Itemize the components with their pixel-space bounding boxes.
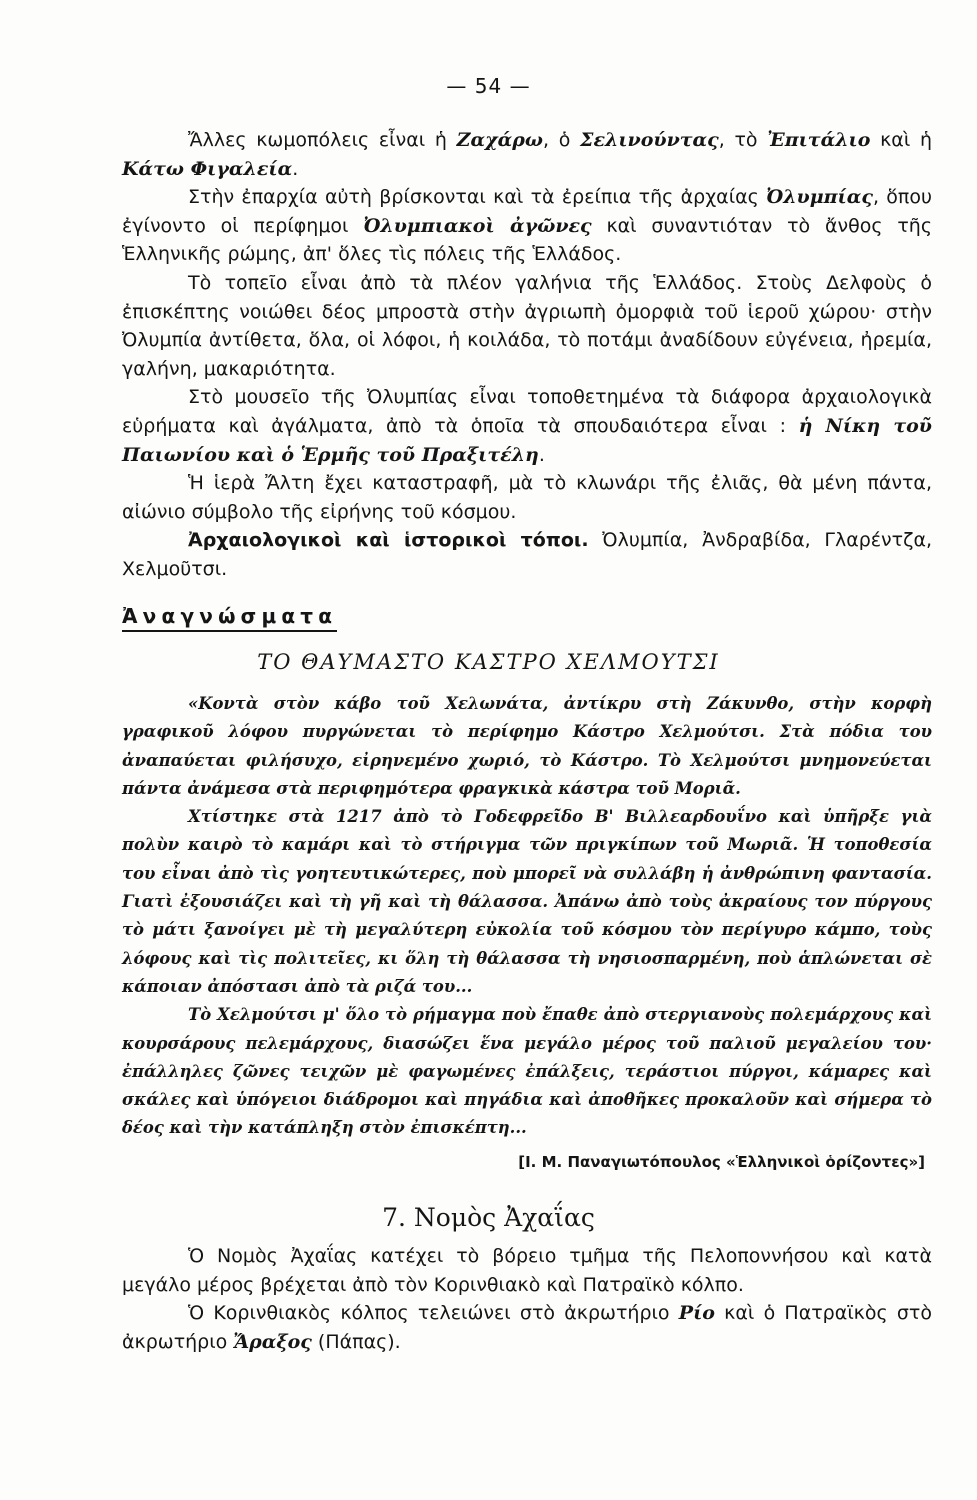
- paragraph-landscape: Τὸ τοπεῖο εἶναι ἀπὸ τὰ πλέον γαλήνια τῆς Ἑλλάδος. Στοὺς Δελφοὺς ὁ ἐπισκέπτης νοιώθει δέος μπροστὰ στὴν ἀγριωπὴ ὀμορφιὰ τοῦ ἱεροῦ χώρου· στὴν Ὀλυμπία ἀντίθετα, ὅλα, οἱ λόφοι, ἡ κοιλάδα, τὸ ποτάμι ἀναδίδουν εὐγένεια, ἠρεμία, γαλήνη, μακαριότητα.: [122, 271, 932, 380]
- intro-section: [122, 126, 932, 584]
- reading-passage: [122, 690, 932, 1143]
- text-span: , ὁ: [542, 129, 581, 151]
- reading-citation: [Ι. Μ. Παναγιωτόπουλος «Ἑλληνικοὶ ὁρίζοντες»]: [518, 1153, 925, 1171]
- page-number: — 54 —: [446, 74, 531, 98]
- achaia-section: [122, 1242, 932, 1356]
- text-span: καὶ ὁ Πατραϊκὸς στὸ ἀκρωτήριο: [122, 1302, 932, 1353]
- paragraph-olympia: [122, 183, 932, 269]
- text-span: Στὴν ἐπαρχία αὐτὴ βρίσκονται καὶ τὰ ἐρείπια τῆς ἀρχαίας: [188, 186, 767, 209]
- text-span: .: [538, 443, 545, 466]
- place-rio: Ρίο: [678, 1302, 715, 1325]
- section-heading-readings: Ἀναγνώσματα: [122, 604, 337, 632]
- section-heading-achaia: 7. Νομὸς Ἀχαΐας: [382, 1203, 595, 1232]
- paragraph-historic-sites: [122, 526, 932, 583]
- place-olympia: Ὀλυμπίας: [766, 186, 873, 209]
- text-span: καὶ συναντιόταν τὸ ἄνθος τῆς Ἑλληνικῆς ρώμης, ἀπ' ὅλες τὶς πόλεις τῆς Ἑλλάδος.: [122, 214, 932, 266]
- text-span: καὶ ἡ: [870, 129, 933, 151]
- passage-paragraph-1: «Κοντὰ στὸν κάβο τοῦ Χελωνάτα, ἀντίκρυ στὴ Ζάκυνθο, στὴν κορφὴ γραφικοῦ λόφου πυργώνεται τὸ περίφημο Κάστρο Χελμούτσι. Στὰ πόδια του ἀναπαύεται φιλήσυχο, εἰρηνεμένο χωριό, τὸ Κάστρο. Τὸ Χελμούτσι μνημονεύεται πάντα ἀνάμεσα στὰ περιφημότερα φραγκικὰ κάστρα τοῦ Μοριᾶ.: [122, 694, 932, 798]
- place-kato-figaleia: Κάτω Φιγαλεία: [122, 157, 293, 180]
- text-span: Στὸ μουσεῖο τῆς Ὀλυμπίας εἶναι τοποθετημένα τὰ διάφορα ἀρχαιολογικὰ εὑρήματα καὶ ἀγάλματα, ἀπὸ τὰ ὁποῖα τὰ σπουδαιότερα εἶναι :: [122, 386, 932, 437]
- text-span: Ὀλυμπία, Ἀνδραβίδα, Γλαρέντζα, Χελμοῦτσι.: [122, 529, 933, 580]
- term-statues: ἡ Νίκη τοῦ Παιωνίου καὶ ὁ Ἑρμῆς τοῦ Πραξιτέλη: [122, 414, 932, 466]
- text-span: .: [292, 157, 299, 180]
- text-span: Ἄλλες κωμοπόλεις εἶναι ἡ: [188, 129, 457, 151]
- text-span: Ὁ Κορινθιακὸς κόλπος τελειώνει στὸ ἀκρωτήριο: [188, 1302, 679, 1325]
- paragraph-museum: [122, 383, 932, 469]
- place-araxos: Ἄραξος: [233, 1330, 312, 1353]
- place-epitalio: Ἐπιτάλιο: [767, 129, 871, 151]
- paragraph-gulfs: [122, 1299, 932, 1356]
- term-olympic-games: Ὀλυμπιακοὶ ἀγῶνες: [363, 214, 592, 237]
- place-selinountas: Σελινούντας: [580, 129, 719, 151]
- reading-title: ΤΟ ΘΑΥΜΑΣΤΟ ΚΑΣΤΡΟ ΧΕΛΜΟΥΤΣΙ: [257, 650, 720, 674]
- passage-paragraph-3: Τὸ Χελμούτσι μ' ὅλο τὸ ρήμαγμα ποὺ ἔπαθε ἀπὸ στεργιανοὺς πολεμάρχους καὶ κουρσάρους πελεμάρχους, διασώζει ἕνα μεγάλο μέρος τοῦ παλιοῦ μεγαλείου του· ἐπάλληλες ζῶνες τειχῶν μὲ φαγωμένες ἐπάλξεις, τεράστιοι πύργοι, κάμαρες καὶ σκάλες καὶ ὑπόγειοι διάδρομοι καὶ πηγάδια καὶ ἀποθῆκες προκαλοῦν καὶ σήμερα τὸ δέος καὶ τὴν κατάπληξη στὸν ἐπισκέπτη...: [122, 1005, 932, 1138]
- paragraph-altis: Ἡ ἱερὰ Ἄλτη ἔχει καταστραφῆ, μὰ τὸ κλωνάρι τῆς ἐλιᾶς, θὰ μένη πάντα, αἰώνιο σύμβολο τῆς εἰρήνης τοῦ κόσμου.: [122, 472, 932, 523]
- paragraph-achaia-location: Ὁ Νομὸς Ἀχαΐας κατέχει τὸ βόρειο τμῆμα τῆς Πελοποννήσου καὶ κατὰ μεγάλο μέρος βρέχεται ἀπὸ τὸν Κορινθιακὸ καὶ Πατραϊκὸ κόλπο.: [122, 1245, 932, 1296]
- place-zacharo: Ζαχάρω: [456, 129, 543, 151]
- text-span: (Πάπας).: [311, 1330, 401, 1353]
- text-span: , ὅπου ἐγίνοντο οἱ περίφημοι: [122, 186, 932, 237]
- text-span: , τὸ: [718, 129, 768, 151]
- term-historic-sites: Ἀρχαιολογικοὶ καὶ ἱστορικοὶ τόποι.: [188, 529, 589, 552]
- passage-paragraph-2: Χτίστηκε στὰ 1217 ἀπὸ τὸ Γοδεφρεῖδο Β' Βιλλεαρδουΐνο καὶ ὑπῆρξε γιὰ πολὺν καιρὸ τὸ καμάρι καὶ τὸ στήριγμα τῶν πριγκίπων τοῦ Μωριᾶ. Ἡ τοποθεσία του εἶναι ἀπὸ τὶς γοητευτικώτερες, ποὺ μπορεῖ νὰ συλλάβη ἡ ἀνθρώπινη φαντασία. Γιατὶ ἐξουσιάζει καὶ τὴ γῆ καὶ τὴ θάλασσα. Ἀπάνω ἀπὸ τοὺς ἀκραίους τον πύργους τὸ μάτι ξανοίγει μὲ τὴ μεγαλύτερη εὐκολία τοῦ κόσμου τὸν περίγυρο κάμπο, τοὺς λόφους καὶ τὶς πολιτεῖες, κι ὅλη τὴ θάλασσα τὴ νησιοσπαρμένη, ποὺ ἁπλώνεται σὲ κάποιαν ἀπόστασι ἀπὸ τὰ ριζά του...: [122, 807, 932, 996]
- paragraph-towns: [122, 126, 932, 183]
